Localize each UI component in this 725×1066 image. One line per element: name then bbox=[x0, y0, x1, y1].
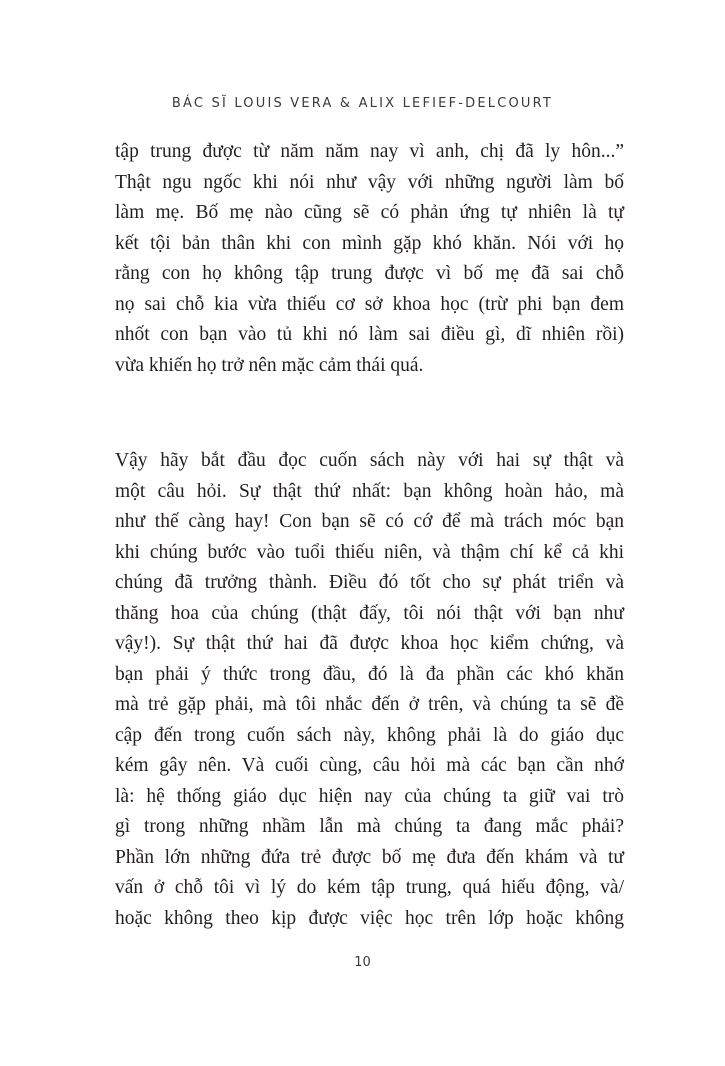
text-line: kết tội bản thân khi con mình gặp khó khăn. Nói với họ bbox=[115, 232, 624, 254]
text-line: vừa khiến họ trở nên mặc cảm thái quá. bbox=[115, 354, 424, 376]
text-line: nhốt con bạn vào tủ khi nó làm sai điều gì, dĩ nhiên rồi) bbox=[115, 324, 624, 345]
page-number: 10 bbox=[354, 955, 371, 970]
text-line: nọ sai chỗ kia vừa thiếu cơ sở khoa học (trừ phi bạn đem bbox=[115, 293, 624, 315]
text-line: thăng hoa của chúng (thật đấy, tôi nói thật với bạn như bbox=[115, 602, 624, 624]
text-line: cập đến trong cuốn sách này, không phải là do giáo dục bbox=[115, 724, 624, 746]
text-line: làm mẹ. Bố mẹ nào cũng sẽ có phản ứng tự nhiên là tự bbox=[115, 202, 624, 223]
paragraph-1 bbox=[115, 137, 624, 381]
text-line: Thật ngu ngốc khi nói như vậy với những người làm bố bbox=[115, 171, 624, 193]
text-line: tập trung được từ năm năm nay vì anh, chị đã ly hôn...” bbox=[115, 141, 624, 162]
text-line: chúng đã trưởng thành. Điều đó tốt cho sự phát triển và bbox=[115, 572, 624, 593]
running-header: BÁC SĨ LOUIS VERA & ALIX LEFIEF-DELCOURT bbox=[171, 96, 554, 111]
text-line: kém gây nên. Và cuối cùng, câu hỏi mà các bạn cần nhớ bbox=[115, 755, 624, 776]
text-line: rằng con họ không tập trung được vì bố mẹ đã sai chỗ bbox=[115, 263, 624, 284]
text-line: gì trong những nhầm lẫn mà chúng ta đang mắc phải? bbox=[115, 816, 624, 837]
text-line: vậy!). Sự thật thứ hai đã được khoa học kiểm chứng, và bbox=[115, 633, 624, 654]
text-line: là: hệ thống giáo dục hiện nay của chúng ta giữ vai trò bbox=[115, 785, 624, 807]
text-line: khi chúng bước vào tuổi thiếu niên, và thậm chí kể cả khi bbox=[115, 541, 624, 563]
text-line: bạn phải ý thức trong đầu, đó là đa phần các khó khăn bbox=[115, 663, 624, 685]
text-line: Vậy hãy bắt đầu đọc cuốn sách này với hai sự thật và bbox=[115, 450, 624, 471]
text-line: Phần lớn những đứa trẻ được bố mẹ đưa đến khám và tư bbox=[115, 846, 624, 868]
paragraph-2 bbox=[115, 446, 624, 934]
text-line: vấn ở chỗ tôi vì lý do kém tập trung, quá hiếu động, và/ bbox=[115, 877, 624, 898]
text-line: mà trẻ gặp phải, mà tôi nhắc đến ở trên, và chúng ta sẽ đề bbox=[115, 694, 624, 715]
text-line: hoặc không theo kịp được việc học trên lớp hoặc không bbox=[115, 907, 624, 929]
text-line: như thế càng hay! Con bạn sẽ có cớ để mà trách móc bạn bbox=[115, 511, 624, 532]
text-line: một câu hỏi. Sự thật thứ nhất: bạn không hoàn hảo, mà bbox=[115, 480, 624, 502]
